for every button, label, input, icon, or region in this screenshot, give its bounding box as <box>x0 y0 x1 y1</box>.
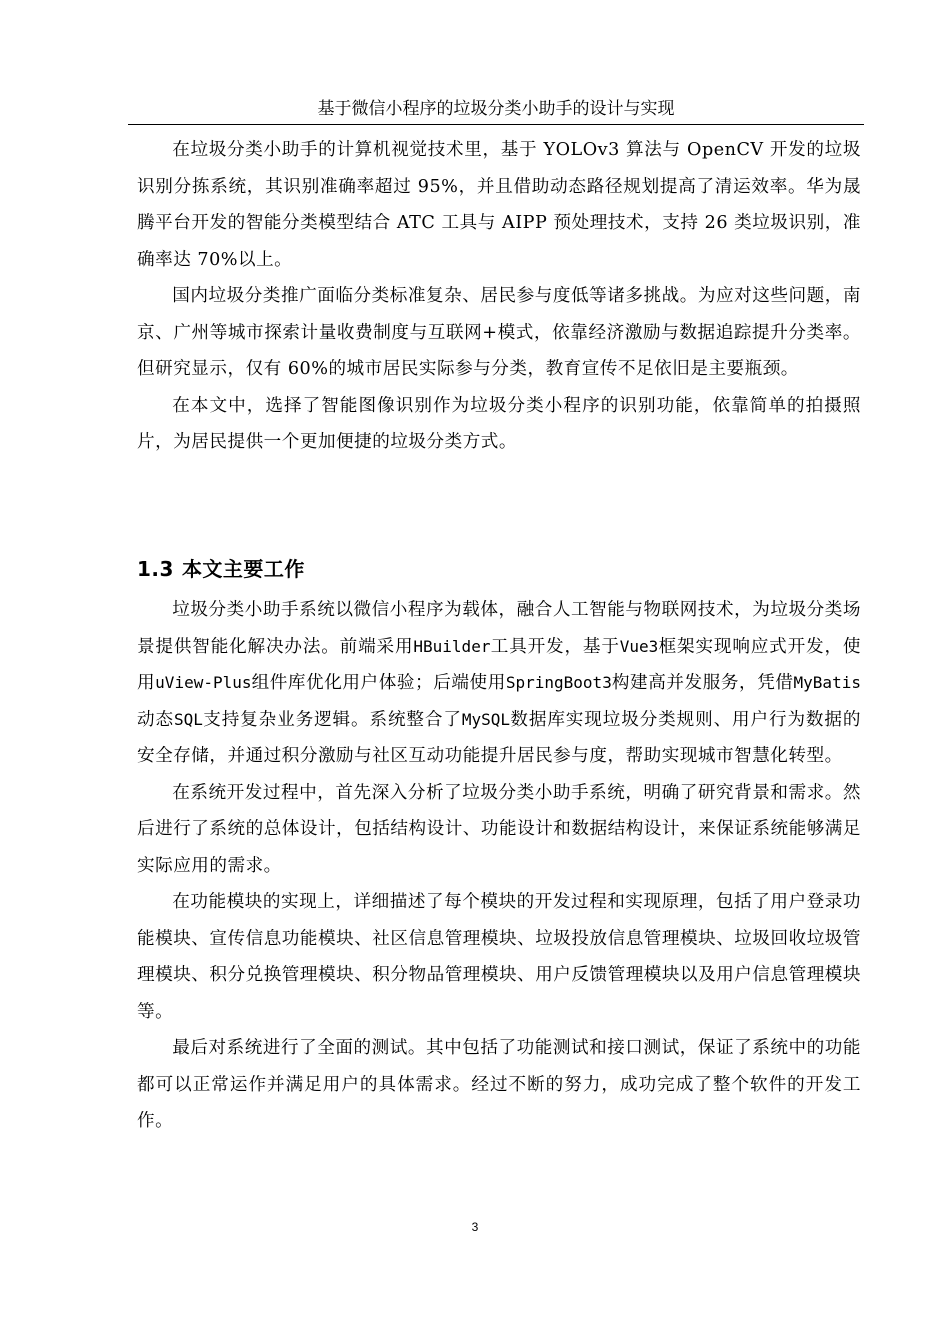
paragraph-testing: 最后对系统进行了全面的测试。其中包括了功能测试和接口测试，保证了系统中的功能都可以正常运作并满足用户的具体需求。经过不断的努力，成功完成了整个软件的开发工作。 <box>137 1038 861 1131</box>
header-rule <box>128 124 864 125</box>
paragraph-module-implementation: 在功能模块的实现上，详细描述了每个模块的开发过程和实现原理，包括了用户登录功能模块、宣传信息功能模块、社区信息管理模块、垃圾投放信息管理模块、垃圾回收垃圾管理模块、积分兑换管理模块、积分物品管理模块、用户反馈管理模块以及用户信息管理模块等。 <box>137 892 861 1022</box>
term-mysql: MySQL <box>461 709 511 729</box>
main-work-section <box>137 592 861 1140</box>
term-mybatis: MyBatis <box>793 673 861 692</box>
section-title: 本文主要工作 <box>181 557 305 581</box>
section-number: 1.3 <box>137 557 174 581</box>
term-sql: SQL <box>173 709 203 729</box>
paragraph-image-recognition-choice: 在本文中，选择了智能图像识别作为垃圾分类小程序的识别功能，依靠简单的拍摄照片，为居民提供一个更加便捷的垃圾分类方式。 <box>137 395 861 452</box>
page-number: 3 <box>471 1220 479 1234</box>
term-hbuilder: HBuilder <box>413 636 491 656</box>
running-header: 基于微信小程序的垃圾分类小助手的设计与实现 <box>317 99 675 119</box>
term-springboot3: SpringBoot3 <box>505 673 612 692</box>
term-uview-plus: uView-Plus <box>155 673 252 692</box>
intro-section <box>137 132 861 461</box>
paragraph-development-process: 在系统开发过程中，首先深入分析了垃圾分类小助手系统，明确了研究背景和需求。然后进行了系统的总体设计，包括结构设计、功能设计和数据结构设计，来保证系统能够满足实际应用的需求。 <box>137 782 861 876</box>
section-heading <box>137 555 305 583</box>
paragraph-domestic-challenges: 国内垃圾分类推广面临分类标准复杂、居民参与度低等诸多挑战。为应对这些问题，南京、广州等城市探索计量收费制度与互联网+模式，依靠经济激励与数据追踪提升分类率。但研究显示，仅有 60%的城市居民实际参与分类，教育宣传不足依旧是主要瓶颈。 <box>137 286 861 379</box>
term-vue3: Vue3 <box>619 636 659 656</box>
paragraph-system-overview: 垃圾分类小助手系统以微信小程序为载体，融合人工智能与物联网技术，为垃圾分类场景提供智能化解决办法。前端采用HBuilder工具开发，基于Vue3框架实现响应式开发，使用uView-Plus组件库优化用户体验；后端使用SpringBoot3构建高并发服务，凭借MyBatis动态SQL支持复杂业务逻辑。系统整合了MySQL数据库实现垃圾分类规则、用户行为数据的安全存储，并通过积分激励与社区互动功能提升居民参与度，帮助实现城市智慧化转型。 <box>137 600 861 766</box>
paragraph-cv-technology: 在垃圾分类小助手的计算机视觉技术里，基于 YOLOv3 算法与 OpenCV 开发的垃圾识别分拣系统，其识别准确率超过 95%，并且借助动态路径规划提高了清运效率。华为晟腾平台开发的智能分类模型结合 ATC 工具与 AIPP 预处理技术，支持 26 类垃圾识别，准确率达 70%以上。 <box>137 140 861 270</box>
